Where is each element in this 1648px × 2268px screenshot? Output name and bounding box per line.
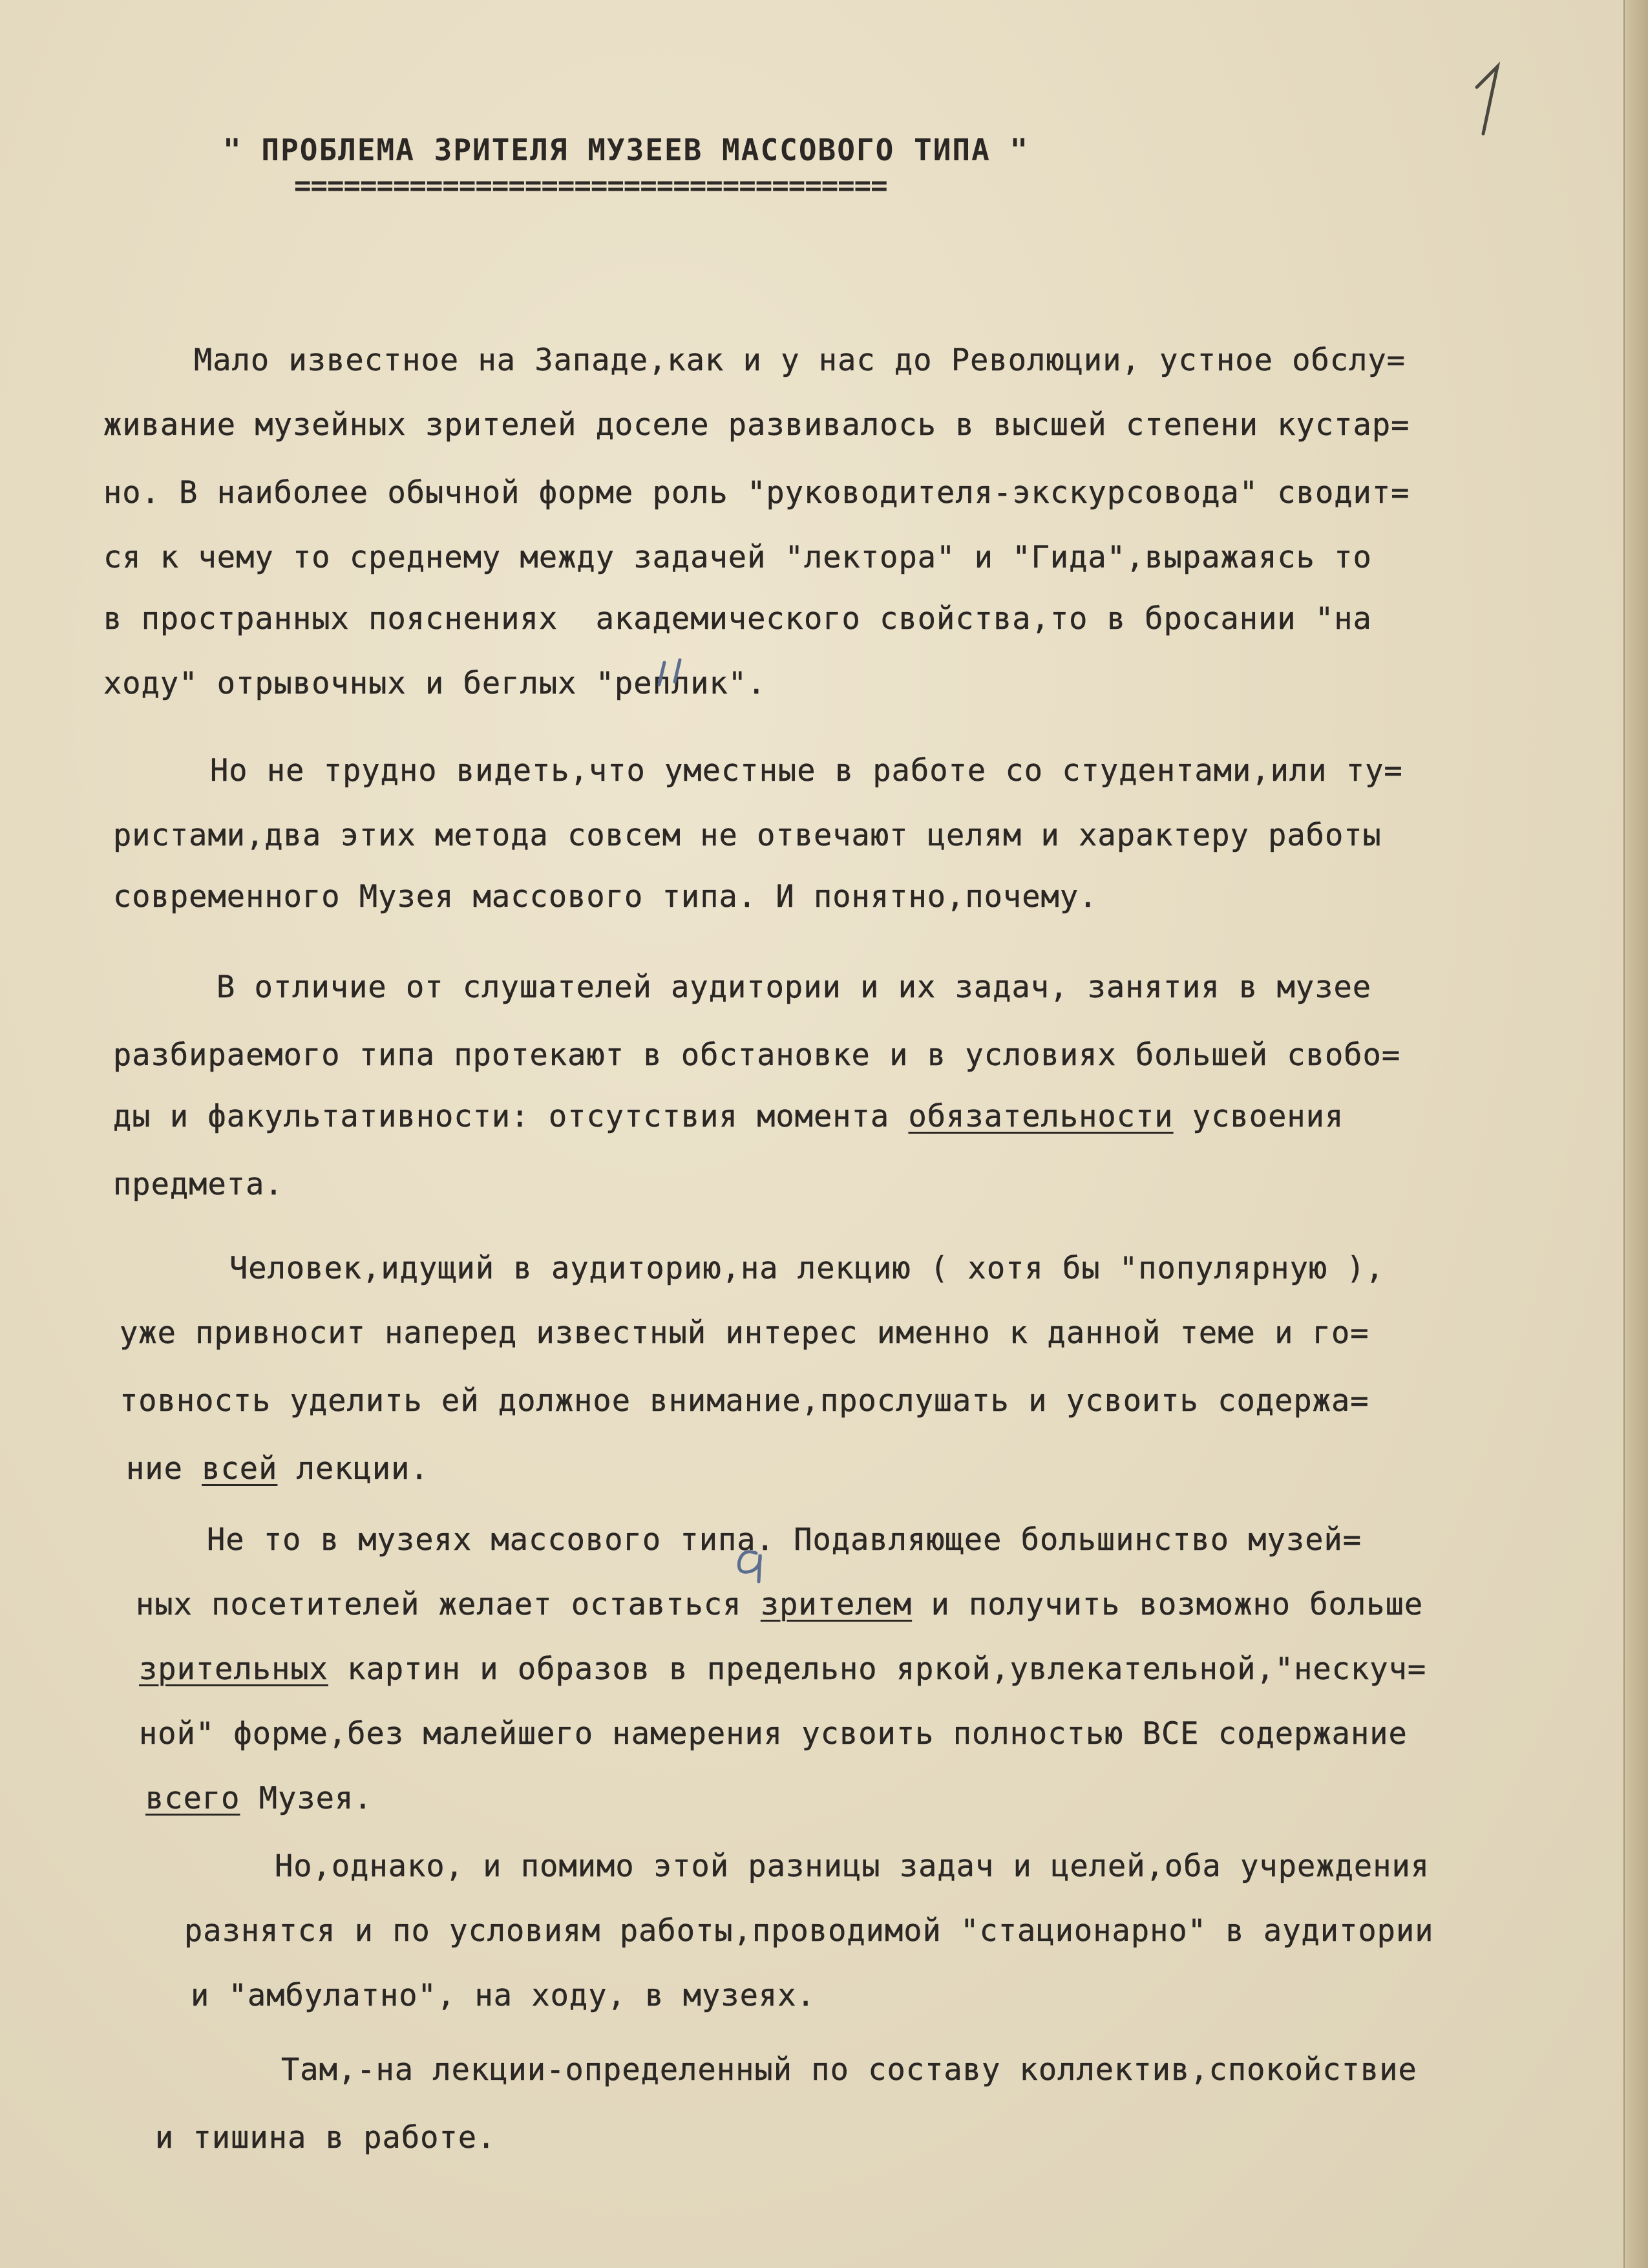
text-run: современного Музея массового типа. И понятно,почему. <box>113 879 1098 915</box>
text-run: Но,однако, и помимо этой разницы задач и целей,оба учреждения <box>275 1849 1430 1884</box>
pencil-letter-correction <box>724 1542 776 1587</box>
text-line <box>113 879 1097 915</box>
text-line <box>120 1315 1369 1351</box>
text-line <box>139 1716 1408 1752</box>
text-line <box>281 2052 1417 2088</box>
text-line <box>210 753 1403 789</box>
text-run: но. В наиболее обычной форме роль "руководителя-экскурсовода" сводит= <box>103 475 1410 511</box>
text-line <box>113 1099 1344 1134</box>
page-title: " ПРОБЛЕМА ЗРИТЕЛЯ МУЗЕЕВ МАССОВОГО ТИПА " <box>223 132 1030 167</box>
text-run: усвоения <box>1173 1099 1344 1134</box>
text-run: и тишина в работе. <box>155 2120 496 2156</box>
text-line <box>145 1781 373 1816</box>
text-line <box>191 1978 816 2013</box>
text-run: товность уделить ей должное внимание,прослушать и усвоить содержа= <box>120 1383 1369 1419</box>
text-run: ды и факультативности: отсутствия момента <box>113 1099 909 1134</box>
text-line <box>126 1451 429 1487</box>
text-run: ся к чему то среднему между задачей "лектора" и "Гида",выражаясь то <box>103 540 1372 575</box>
text-line <box>139 1651 1426 1687</box>
text-run: Там,-на лекции-определенный по составу коллектив,спокойствие <box>281 2052 1417 2088</box>
paper-edge <box>1623 0 1648 2268</box>
text-run: и получить возможно больше <box>912 1587 1424 1622</box>
title-underline-rule: ==================================== <box>294 169 887 202</box>
handwritten-page-number <box>1457 61 1516 139</box>
text-run: Но не трудно видеть,что уместные в работе со студентами,или ту= <box>210 753 1403 789</box>
text-run: в пространных пояснениях академического свойства,то в бросании "на <box>103 601 1372 637</box>
pencil-quote-correction <box>653 656 698 695</box>
underlined-word: зрительных <box>139 1651 328 1687</box>
text-run: лекции. <box>277 1451 429 1487</box>
text-run: разнятся и по условиям работы,проводимой "стационарно" в аудитории <box>184 1913 1434 1949</box>
underlined-word: всего <box>145 1781 240 1816</box>
text-line <box>155 2120 496 2156</box>
text-line <box>207 1522 1362 1558</box>
text-run: разбираемого типа протекают в обстановке и в условиях большей свобо= <box>113 1037 1401 1073</box>
handwritten-one-mark <box>1457 61 1516 139</box>
text-line <box>113 1037 1400 1073</box>
text-line <box>275 1849 1430 1884</box>
text-run: Музея. <box>240 1781 373 1816</box>
text-run: ной" форме,без малейшего намерения усвоить полностью ВСЕ содержание <box>139 1716 1408 1752</box>
text-line <box>217 970 1371 1005</box>
text-run: ных посетителей желает оставться <box>136 1587 761 1622</box>
text-run: В отличие от слушателей аудитории и их задач, занятия в музее <box>217 970 1372 1005</box>
text-line <box>136 1587 1423 1622</box>
text-line <box>103 601 1372 637</box>
text-line <box>194 343 1406 378</box>
text-line <box>113 1167 284 1202</box>
text-run: уже привносит наперед известный интерес именно к данной теме и го= <box>120 1315 1369 1351</box>
text-line <box>113 818 1382 853</box>
text-run: ристами,два этих метода совсем не отвечают целям и характеру работы <box>113 818 1382 853</box>
text-line <box>120 1383 1369 1419</box>
text-line <box>103 475 1410 511</box>
text-line <box>184 1913 1434 1949</box>
underlined-word: обязательности <box>908 1099 1174 1134</box>
text-run: ние <box>126 1451 202 1487</box>
underlined-word: всей <box>202 1451 278 1487</box>
text-run: и "амбулатно", на ходу, в музеях. <box>191 1978 816 2013</box>
text-line <box>103 407 1410 443</box>
text-run: Человек,идущий в аудиторию,на лекцию ( хотя бы "популярную ), <box>229 1251 1385 1286</box>
text-line <box>103 540 1372 575</box>
text-run: ходу" отрывочных и беглых "реплик". <box>103 666 766 701</box>
text-run: Не то в музеях массового типа. Подавляющее большинство музей= <box>207 1522 1362 1558</box>
underlined-word: зрителем <box>760 1587 913 1622</box>
text-run: картин и образов в предельно яркой,увлекательной,"нескуч= <box>328 1651 1427 1687</box>
text-run: предмета. <box>113 1167 284 1202</box>
text-run: Мало известное на Западе,как и у нас до Революции, устное обслу= <box>194 343 1406 378</box>
text-line <box>229 1251 1384 1286</box>
text-run: живание музейных зрителей доселе развивалось в высшей степени кустар= <box>103 407 1410 443</box>
